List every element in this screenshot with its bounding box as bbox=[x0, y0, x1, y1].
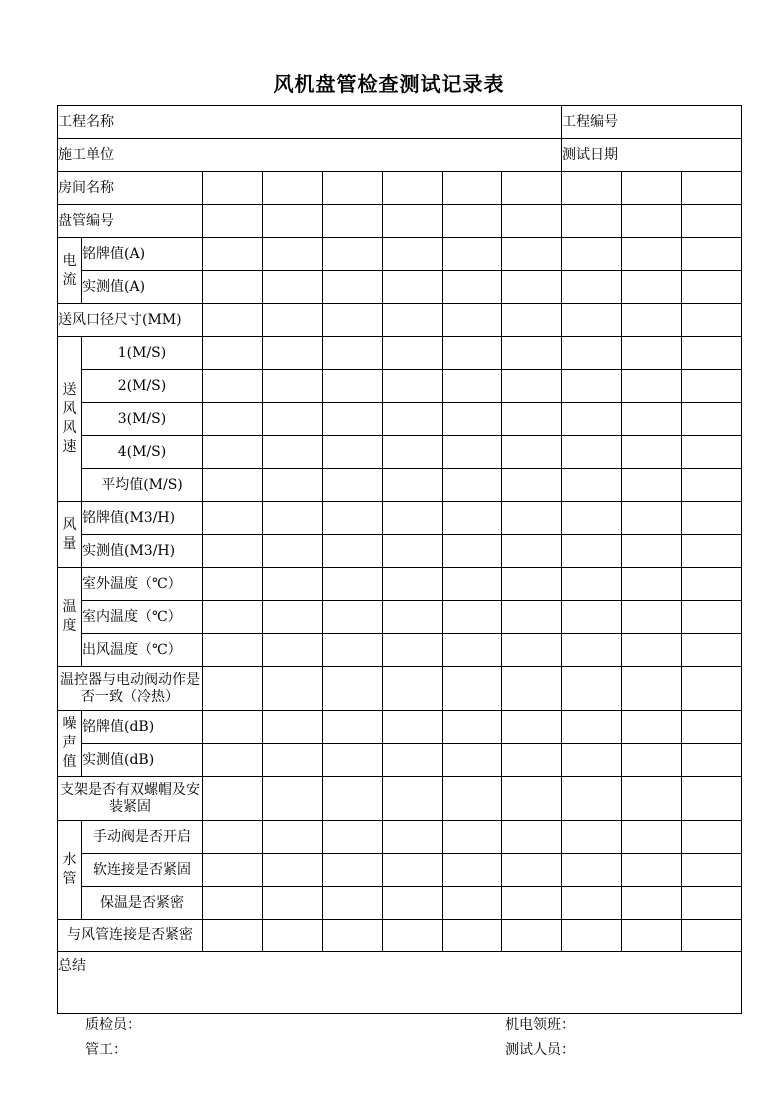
row-airflow-measured bbox=[58, 535, 742, 568]
row-water-soft bbox=[58, 854, 742, 887]
temp-indoor-label: 室内温度（℃） bbox=[82, 601, 203, 634]
temp-outdoor-label: 室外温度（℃） bbox=[82, 568, 203, 601]
bracket-label: 支架是否有双螺帽及安装紧固 bbox=[58, 777, 203, 821]
temp-group-label: 温度 bbox=[58, 568, 82, 667]
row-summary bbox=[58, 952, 742, 1014]
duct-connection-label: 与风管连接是否紧密 bbox=[58, 920, 203, 952]
project-no-label: 工程编号 bbox=[562, 106, 742, 139]
pipe-worker-label: 管工： bbox=[85, 1042, 127, 1058]
velocity-2-label: 2(M/S) bbox=[82, 370, 203, 403]
water-group-label: 水管 bbox=[58, 821, 82, 920]
row-project bbox=[58, 106, 742, 139]
row-velocity-3 bbox=[58, 403, 742, 436]
row-room-name bbox=[58, 172, 742, 205]
summary-label: 总结 bbox=[58, 952, 742, 1014]
airflow-group-label: 风量 bbox=[58, 502, 82, 568]
row-velocity-1 bbox=[58, 337, 742, 370]
airflow-measured-label: 实测值(M3/H) bbox=[82, 535, 203, 568]
row-bracket bbox=[58, 777, 742, 821]
inspector-label: 质检员： bbox=[85, 1017, 141, 1033]
row-water-insulation bbox=[58, 887, 742, 920]
row-velocity-4 bbox=[58, 436, 742, 469]
row-water-valve bbox=[58, 821, 742, 854]
row-temp-outdoor bbox=[58, 568, 742, 601]
row-airflow-rated bbox=[58, 502, 742, 535]
water-soft-label: 软连接是否紧固 bbox=[82, 854, 203, 887]
room-name-label: 房间名称 bbox=[58, 172, 203, 205]
tester-label: 测试人员： bbox=[505, 1042, 575, 1058]
noise-rated-label: 铭牌值(dB) bbox=[82, 711, 203, 744]
velocity-group-label: 送风风速 bbox=[58, 337, 82, 502]
row-current-measured bbox=[58, 271, 742, 304]
page-title: 风机盘管检查测试记录表 bbox=[273, 72, 505, 96]
row-noise-rated bbox=[58, 711, 742, 744]
contractor-label: 施工单位 bbox=[58, 139, 562, 172]
velocity-avg-label: 平均值(M/S) bbox=[82, 469, 203, 502]
outlet-size-label: 送风口径尺寸(MM) bbox=[58, 304, 203, 337]
coil-no-label: 盘管编号 bbox=[58, 205, 203, 238]
temp-outlet-label: 出风温度（℃） bbox=[82, 634, 203, 667]
row-current-rated bbox=[58, 238, 742, 271]
row-velocity-2 bbox=[58, 370, 742, 403]
row-coil-no bbox=[58, 205, 742, 238]
row-thermostat bbox=[58, 667, 742, 711]
row-duct-connection bbox=[58, 920, 742, 952]
mep-leader-label: 机电领班： bbox=[505, 1017, 575, 1033]
current-group-label: 电流 bbox=[58, 238, 82, 304]
inspection-table bbox=[57, 105, 742, 1014]
row-noise-measured bbox=[58, 744, 742, 777]
row-outlet-size bbox=[58, 304, 742, 337]
velocity-3-label: 3(M/S) bbox=[82, 403, 203, 436]
water-valve-label: 手动阀是否开启 bbox=[82, 821, 203, 854]
velocity-1-label: 1(M/S) bbox=[82, 337, 203, 370]
project-name-label: 工程名称 bbox=[58, 106, 562, 139]
row-temp-indoor bbox=[58, 601, 742, 634]
thermostat-label: 温控器与电动阀动作是否一致（冷热） bbox=[58, 667, 203, 711]
current-measured-label: 实测值(A) bbox=[82, 271, 203, 304]
test-date-label: 测试日期 bbox=[562, 139, 742, 172]
noise-measured-label: 实测值(dB) bbox=[82, 744, 203, 777]
row-temp-outlet bbox=[58, 634, 742, 667]
row-contractor bbox=[58, 139, 742, 172]
velocity-4-label: 4(M/S) bbox=[82, 436, 203, 469]
row-velocity-avg bbox=[58, 469, 742, 502]
current-rated-label: 铭牌值(A) bbox=[82, 238, 203, 271]
noise-group-label: 噪声值 bbox=[58, 711, 82, 777]
water-insulation-label: 保温是否紧密 bbox=[82, 887, 203, 920]
airflow-rated-label: 铭牌值(M3/H) bbox=[82, 502, 203, 535]
